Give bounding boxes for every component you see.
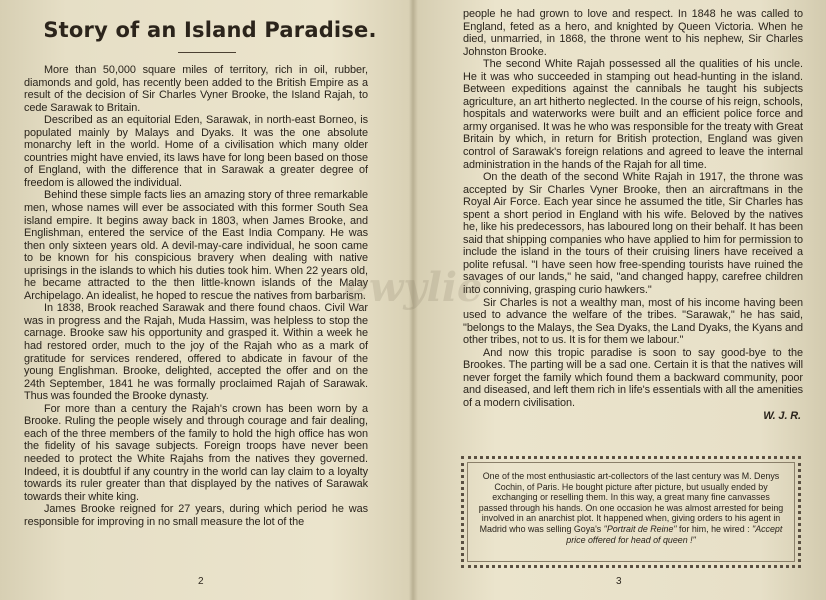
left-column xyxy=(24,64,368,528)
watermark: ewylie xyxy=(343,264,483,311)
paragraph: More than 50,000 square miles of territory, rich in oil, rubber, diamonds and gold, has recently been added to the British Empire as a result of the decision of Sir Charles Vyner Brooke, the Island Rajah, to cede Sarawak to Britain. xyxy=(24,64,368,114)
paragraph: And now this tropic paradise is soon to say good-bye to the Brookes. The parting will be a sad one. Certain it is that the natives will never forget the family which found them a backward community, poor and diseased, and left them rich in life's essentials with all the amenities of a modern civilisation. xyxy=(463,346,803,409)
paragraph: Described as an equitorial Eden, Sarawak, in north-east Borneo, is populated mainly by Malays and Dyaks. It was the one absolute monarchy left in the world. Home of a civilisation which many older countries might have envied, its laws have for long been based on those of England, with the difference that in Sarawak a greater degree of freedom is allowed the individual. xyxy=(24,114,368,189)
title-rule xyxy=(178,52,236,53)
telegram-quote: "Accept price offered for head of queen !" xyxy=(566,523,783,545)
paragraph: Sir Charles is not a wealthy man, most of his income having been used to advance the welfare of the tribes. "Sarawak," he has said, "belongs to the Malays, the Sea Dyaks, the Land Dyaks, the Kyans and other tribes, not to us. It is for them we labour." xyxy=(463,296,803,347)
right-page xyxy=(413,0,826,600)
paragraph: The second White Rajah possessed all the qualities of his uncle. He it was who succeeded in stamping out head-hunting in the island. Between expeditions against the cannibals he taught his subjects agriculture, an art hitherto neglected. In the course of his reign, schools, hospitals and waterworks were built and an efficient police force and army organised. It was he who was responsible for the treaty with Great Britain by which, in return for British protection, England was given control of Sarawak's foreign relations and agreed to leave the internal administration in the hands of the Rajah for all time. xyxy=(463,58,803,171)
page-number-left: 2 xyxy=(198,576,204,587)
paragraph: people he had grown to love and respect. In 1848 he was called to England, feted as a hero, and knighted by Queen Victoria. When he died, unmarried, in 1868, the throne went to his nephew, Sir Charles Johnston Brooke. xyxy=(463,8,803,58)
paragraph: In 1838, Brook reached Sarawak and there found chaos. Civil War was in progress and the Rajah, Muda Hassim, was helpless to stop the carnage. Brooke saw his opportunity and grasped it. Within a week he had restored order, much to the joy of the Rajah who as a mark of gratitude for services rendered, offered to abdicate in favour of the young Englishman. Brooke, delighted, accepted the offer and on the 24th September, 1841 he was formally proclaimed Rajah of Sarawak. Thus was founded the Brooke dynasty. xyxy=(24,302,368,403)
author-signature: W. J. R. xyxy=(763,409,801,422)
anecdote-text-before: One of the most enthusiastic art-collectors of the last century was M. Denys Cochin, of Paris. He bought picture after picture, but usually ended by exchanging or reselling them. In this way, a great many fine canvasses passed through his hands. On one occasion he was almost arrested for being involved in an anarchist plot. It happened when, giving orders to his agent in Madrid who was selling Goya's xyxy=(478,471,784,534)
paragraph: James Brooke reigned for 27 years, during which period he was responsible for improving in no small measure the lot of the xyxy=(24,503,368,528)
painting-title: "Portrait de Reine" xyxy=(603,523,677,534)
article-title: Story of an Island Paradise. xyxy=(43,18,377,42)
right-column xyxy=(463,8,803,422)
anecdote-text xyxy=(478,471,784,545)
anecdote-text-middle: for him, he wired : xyxy=(676,523,753,534)
paragraph: On the death of the second White Rajah in 1917, the throne was accepted by Sir Charles Vyner Brooke, then an aircraftmans in the Royal Air Force. Each year since he assumed the title, Sir Charles has spent a short period in England with his wife. Beloved by the natives he, like his predecessors, has laboured long on their behalf. It has been said that shipping companies who have applied to him for permission to include the island in the tours of their cruising liners have received a polite refusal. "I have seen how free-spending tourists have ruined the savages of our lands," he said, "and changed happy, carefree children into conniving, grasping curio hawkers." xyxy=(463,171,803,297)
page-number-right: 3 xyxy=(616,576,622,587)
anecdote-box xyxy=(461,456,801,568)
paragraph: For more than a century the Rajah's crown has been worn by a Brooke. Ruling the people wisely and through courage and fair dealing, each of the three members of the family to hold the high office has won the fidelity of his savage subjects. Foreign troops have never been needed to protect the White Rajahs from the natives they governed. Indeed, it is doubtful if any country in the world can lay claim to a loyalty towards its ruler greater than that displayed by the natives of Sarawak towards their white king. xyxy=(24,402,368,503)
paragraph: Behind these simple facts lies an amazing story of three remarkable men, whose names will ever be associated with this former South Sea island empire. It begins away back in 1803, when James Brooke, and Englishman, entered the service of the East India Company. He was then only sixteen years old. A devil-may-care individual, he soon came to be known for his conspicious bravery when dealing with native uprisings in the islands to which his duties took him. When 22 years old, he became attracted to the then little-known islands of the Malay Archipelago. An idealist, he hoped to rescue the natives from barbarism. xyxy=(24,189,368,302)
